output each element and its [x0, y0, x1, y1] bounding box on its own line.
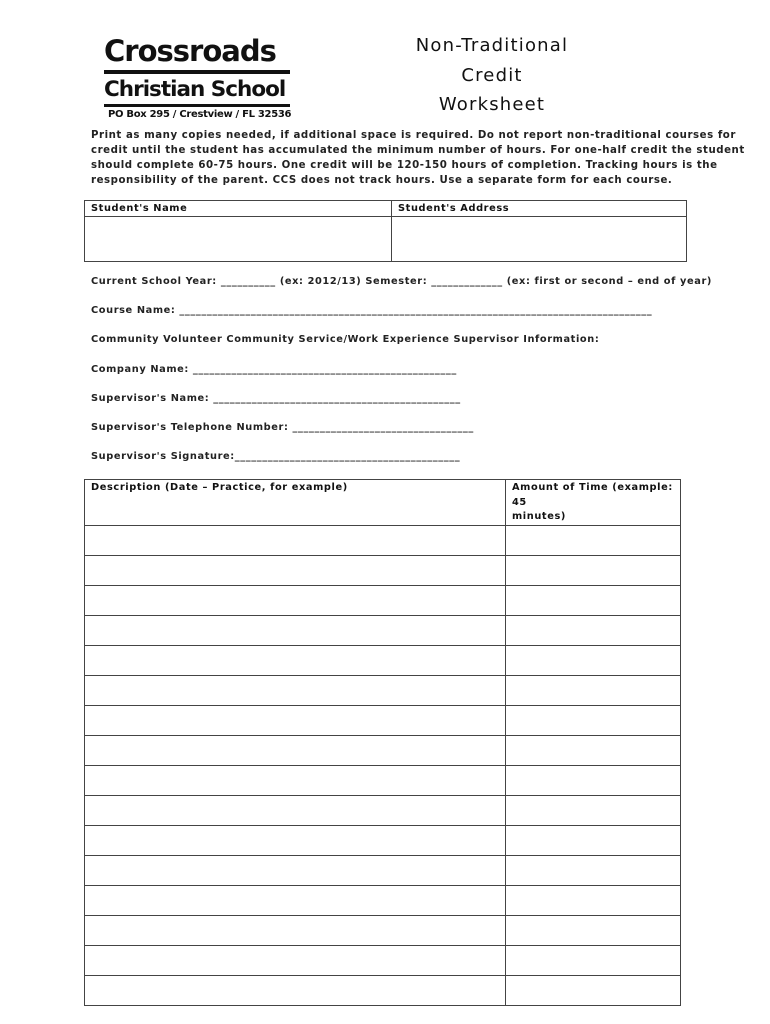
- time-cell[interactable]: [506, 705, 681, 735]
- supervisor-phone-field[interactable]: Supervisor's Telephone Number: _________________________________: [91, 422, 474, 433]
- student-name-header: Student's Name: [85, 201, 392, 217]
- description-cell[interactable]: [85, 705, 506, 735]
- time-cell[interactable]: [506, 885, 681, 915]
- table-row: [85, 885, 681, 915]
- instructions-line1: Print as many copies needed, if additional space is required. Do not report non-traditional courses for: [91, 130, 736, 141]
- time-header-line2: minutes): [512, 511, 566, 522]
- description-cell[interactable]: [85, 915, 506, 945]
- time-cell[interactable]: [506, 675, 681, 705]
- instructions-line3: should complete 60-75 hours. One credit will be 120-150 hours of completion. Tracking hours is the: [91, 160, 718, 171]
- table-row: [85, 615, 681, 645]
- title-line1: Non-Traditional: [415, 35, 569, 56]
- school-year-semester-field[interactable]: Current School Year: __________ (ex: 2012/13) Semester: _____________ (ex: first or second – end of year): [91, 276, 712, 287]
- table-row: [85, 975, 681, 1005]
- table-row: [85, 675, 681, 705]
- description-cell[interactable]: [85, 735, 506, 765]
- time-cell[interactable]: [506, 945, 681, 975]
- time-cell[interactable]: [506, 735, 681, 765]
- time-cell[interactable]: [506, 645, 681, 675]
- description-cell[interactable]: [85, 975, 506, 1005]
- hours-log-table: [84, 479, 681, 1006]
- time-cell[interactable]: [506, 825, 681, 855]
- table-row: [85, 525, 681, 555]
- school-logo: [104, 34, 296, 122]
- description-cell[interactable]: [85, 615, 506, 645]
- page-title: [392, 31, 592, 120]
- student-address-field[interactable]: [392, 217, 687, 262]
- description-cell[interactable]: [85, 765, 506, 795]
- course-name-field[interactable]: Course Name: ______________________________________________________________________________________: [91, 305, 653, 316]
- supervisor-signature-field[interactable]: Supervisor's Signature:_________________________________________: [91, 451, 461, 462]
- table-row: [85, 915, 681, 945]
- table-row: [85, 735, 681, 765]
- description-cell[interactable]: [85, 585, 506, 615]
- table-row: [85, 855, 681, 885]
- logo-address: PO Box 295 / Crestview / FL 32536: [108, 109, 292, 120]
- title-line2: Credit: [461, 64, 523, 86]
- student-address-header: Student's Address: [392, 201, 687, 217]
- instructions-line2: credit until the student has accumulated the minimum number of hours. For one-half credit the student: [91, 145, 745, 156]
- table-row: [85, 825, 681, 855]
- description-header: Description (Date – Practice, for example): [85, 480, 506, 526]
- time-cell[interactable]: [506, 975, 681, 1005]
- time-header-line1: Amount of Time (example: 45: [512, 482, 673, 508]
- time-cell[interactable]: [506, 615, 681, 645]
- time-cell[interactable]: [506, 555, 681, 585]
- table-row: [85, 705, 681, 735]
- time-cell[interactable]: [506, 855, 681, 885]
- time-cell[interactable]: [506, 795, 681, 825]
- student-info-table: [84, 200, 687, 262]
- table-row: [85, 555, 681, 585]
- description-cell[interactable]: [85, 555, 506, 585]
- description-cell[interactable]: [85, 675, 506, 705]
- table-row: [85, 585, 681, 615]
- description-cell[interactable]: [85, 945, 506, 975]
- description-cell[interactable]: [85, 885, 506, 915]
- logo-rule: [104, 70, 290, 74]
- time-cell[interactable]: [506, 585, 681, 615]
- instructions: [91, 128, 745, 188]
- instructions-line4: responsibility of the parent. CCS does not track hours. Use a separate form for each course.: [91, 175, 673, 186]
- company-name-field[interactable]: Company Name: ________________________________________________: [91, 364, 457, 375]
- log-header-row: [85, 480, 681, 526]
- time-header: [506, 480, 681, 526]
- description-cell[interactable]: [85, 855, 506, 885]
- description-cell[interactable]: [85, 645, 506, 675]
- time-cell[interactable]: [506, 765, 681, 795]
- title-line3: Worksheet: [438, 94, 546, 115]
- time-cell[interactable]: [506, 915, 681, 945]
- supervisor-name-field[interactable]: Supervisor's Name: _____________________________________________: [91, 393, 461, 404]
- student-name-field[interactable]: [85, 217, 392, 262]
- table-row: [85, 945, 681, 975]
- table-row: [85, 645, 681, 675]
- table-row: [85, 795, 681, 825]
- description-cell[interactable]: [85, 525, 506, 555]
- description-cell[interactable]: [85, 825, 506, 855]
- logo-name-line1: Crossroads: [104, 34, 276, 68]
- description-cell[interactable]: [85, 795, 506, 825]
- time-cell[interactable]: [506, 525, 681, 555]
- logo-rule-bottom: [104, 104, 290, 107]
- table-row: [85, 765, 681, 795]
- supervisor-info-heading: Community Volunteer Community Service/Work Experience Supervisor Information:: [91, 334, 600, 345]
- logo-name-line2: Christian School: [104, 77, 286, 102]
